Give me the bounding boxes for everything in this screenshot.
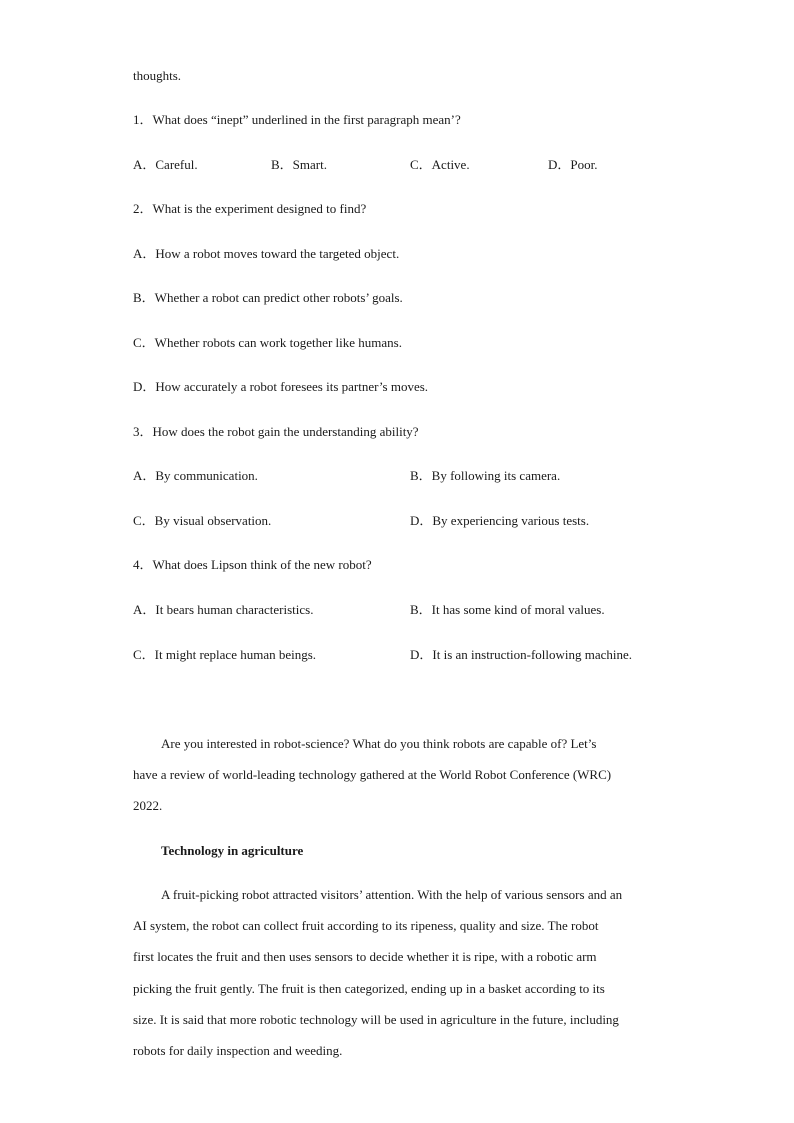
question-1-option-c: C．Active. — [410, 157, 470, 172]
question-4-stem: 4．What does Lipson think of the new robot? — [133, 557, 372, 572]
question-2-option-c: C．Whether robots can work together like humans. — [133, 335, 402, 350]
question-2-option-b: B．Whether a robot can predict other robots’ goals. — [133, 290, 403, 305]
passage-body-line: first locates the fruit and then uses sensors to decide whether it is ripe, with a robotic arm — [133, 949, 597, 964]
passage-body-line: picking the fruit gently. The fruit is then categorized, ending up in a basket according to its — [133, 981, 605, 996]
question-2-option-d: D．How accurately a robot foresees its partner’s moves. — [133, 379, 429, 394]
question-4-option-a: A．It bears human characteristics. — [133, 602, 314, 617]
question-1-option-b: B．Smart. — [271, 157, 327, 172]
question-1-option-d: D．Poor. — [548, 157, 598, 172]
question-3-option-c: C．By visual observation. — [133, 513, 272, 528]
passage-intro-line: have a review of world-leading technology gathered at the World Robot Conference (WRC) — [133, 767, 612, 782]
question-1-stem: 1．What does “inept” underlined in the first paragraph mean’? — [133, 112, 461, 127]
question-3-option-a: A．By communication. — [133, 468, 258, 483]
continuation-text: thoughts. — [133, 68, 182, 83]
question-2-option-a: A．How a robot moves toward the targeted object. — [133, 246, 400, 261]
question-4-option-d: D．It is an instruction-following machine. — [410, 647, 633, 662]
passage-body-line: robots for daily inspection and weeding. — [133, 1043, 343, 1058]
question-4-option-b: B．It has some kind of moral values. — [410, 602, 605, 617]
passage-body-line: size. It is said that more robotic technology will be used in agriculture in the future, including — [133, 1012, 619, 1027]
question-1-option-a: A．Careful. — [133, 157, 198, 172]
question-3-option-b: B．By following its camera. — [410, 468, 561, 483]
passage-intro-line: 2022. — [133, 798, 163, 813]
question-4-option-c: C．It might replace human beings. — [133, 647, 317, 662]
passage-body-line: AI system, the robot can collect fruit according to its ripeness, quality and size. The robot — [133, 918, 599, 933]
section-heading: Technology in agriculture — [161, 843, 304, 858]
passage-body-line: A fruit-picking robot attracted visitors’ attention. With the help of various sensors and an — [161, 887, 623, 902]
question-2-stem: 2．What is the experiment designed to find? — [133, 201, 367, 216]
question-3-option-d: D．By experiencing various tests. — [410, 513, 590, 528]
question-3-stem: 3．How does the robot gain the understanding ability? — [133, 424, 419, 439]
passage-intro-line: Are you interested in robot-science? What do you think robots are capable of? Let’s — [161, 736, 597, 751]
